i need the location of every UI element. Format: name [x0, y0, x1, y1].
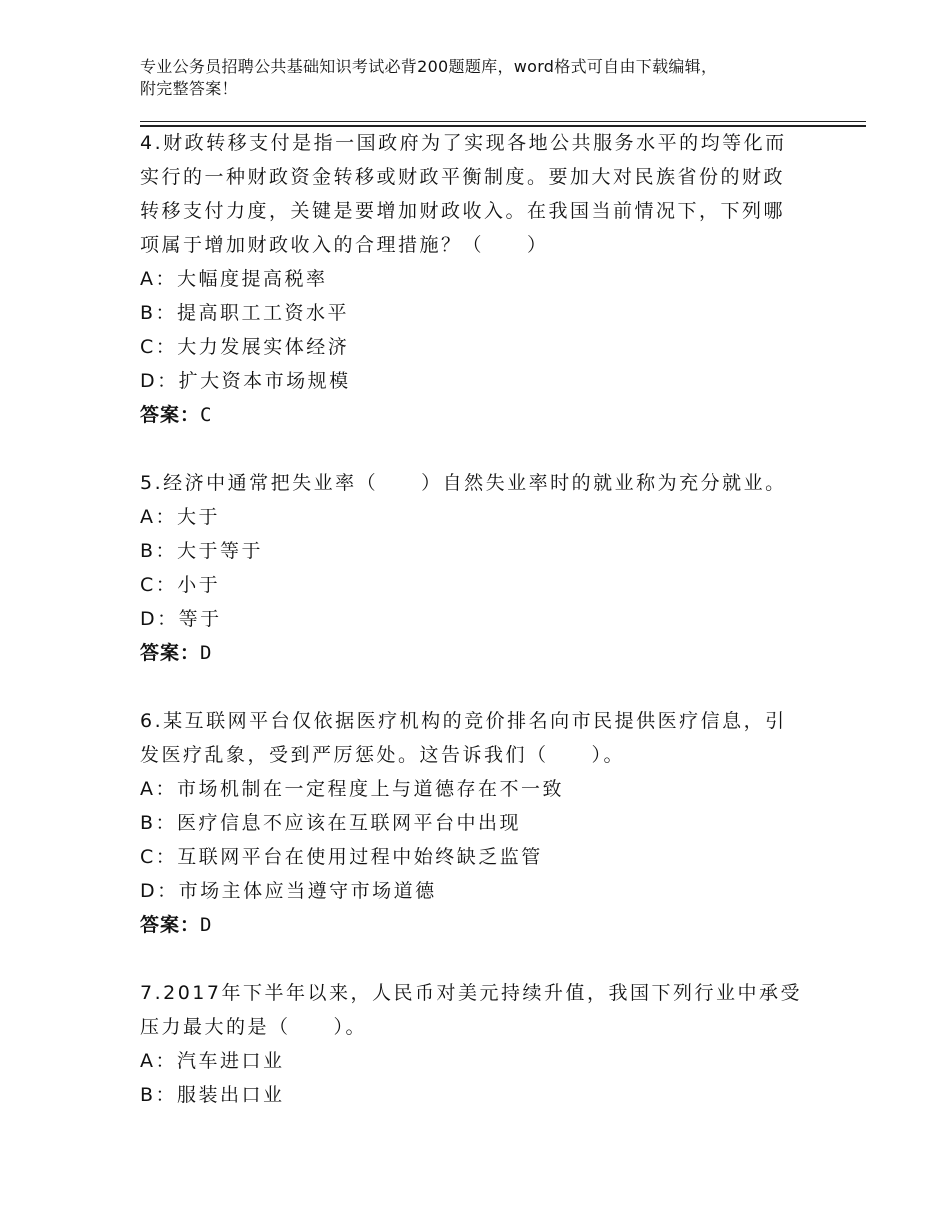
option-c: C：大力发展实体经济 — [140, 336, 350, 358]
option-a: A：市场机制在一定程度上与道德存在不一致 — [140, 778, 564, 800]
question-stem-line: 项属于增加财政收入的合理措施？（ ） — [140, 234, 549, 256]
option-b: B：大于等于 — [140, 540, 264, 562]
answer-line — [140, 908, 860, 942]
answer-line — [140, 398, 860, 432]
question-stem-line: 5.经济中通常把失业率（ ）自然失业率时的就业称为充分就业。 — [140, 472, 787, 494]
option-c: C：小于 — [140, 574, 221, 596]
question-5 — [140, 466, 860, 670]
answer-label: 答案： — [140, 914, 201, 936]
answer-value: D — [200, 642, 213, 664]
header-line-1: 专业公务员招聘公共基础知识考试必背200题题库，word格式可自由下载编辑， — [140, 57, 718, 76]
document-header — [140, 56, 840, 100]
question-list — [140, 126, 860, 1112]
question-4 — [140, 126, 860, 432]
header-line-2: 附完整答案！ — [140, 79, 238, 98]
answer-label: 答案： — [140, 642, 201, 664]
question-stem-line: 转移支付力度，关键是要增加财政收入。在我国当前情况下，下列哪 — [140, 200, 786, 222]
header-rule-thin — [140, 121, 866, 122]
option-d: D：等于 — [140, 608, 222, 630]
option-b: B：医疗信息不应该在互联网平台中出现 — [140, 812, 522, 834]
question-stem-line: 6.某互联网平台仅依据医疗机构的竞价排名向市民提供医疗信息，引 — [140, 710, 787, 732]
question-stem-line: 压力最大的是（ ）。 — [140, 1016, 368, 1038]
option-b: B：提高职工工资水平 — [140, 302, 350, 324]
answer-label: 答案： — [140, 404, 201, 426]
option-d: D：市场主体应当遵守市场道德 — [140, 880, 437, 902]
answer-value: C — [200, 404, 213, 426]
question-stem-line: 4.财政转移支付是指一国政府为了实现各地公共服务水平的均等化而 — [140, 132, 787, 154]
question-stem-line: 实行的一种财政资金转移或财政平衡制度。要加大对民族省份的财政 — [140, 166, 786, 188]
question-stem-line: 7.2017年下半年以来，人民币对美元持续升值，我国下列行业中承受 — [140, 982, 802, 1004]
option-a: A：大幅度提高税率 — [140, 268, 328, 290]
option-a: A：大于 — [140, 506, 220, 528]
option-d: D：扩大资本市场规模 — [140, 370, 351, 392]
option-b: B：服装出口业 — [140, 1084, 285, 1106]
option-c: C：互联网平台在使用过程中始终缺乏监管 — [140, 846, 543, 868]
question-7 — [140, 976, 860, 1112]
question-6 — [140, 704, 860, 942]
option-a: A：汽车进口业 — [140, 1050, 285, 1072]
question-stem-line: 发医疗乱象，受到严厉惩处。这告诉我们（ ）。 — [140, 744, 626, 766]
answer-value: D — [200, 914, 213, 936]
answer-line — [140, 636, 860, 670]
